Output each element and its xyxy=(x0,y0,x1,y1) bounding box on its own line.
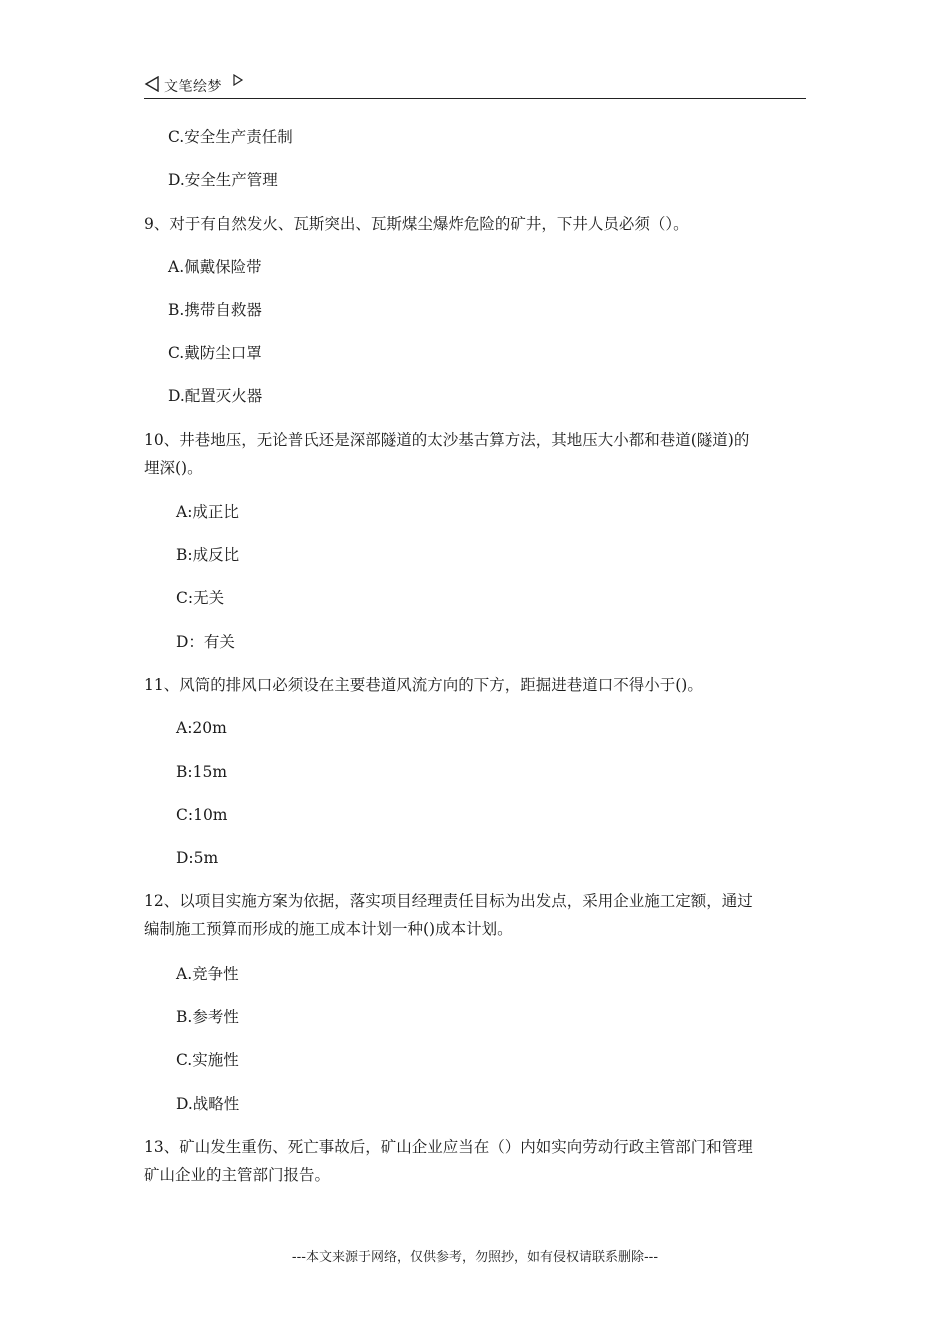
option-9d: D.配置灭火器 xyxy=(168,387,263,405)
option-9c: C.戴防尘口罩 xyxy=(168,344,262,362)
option-12c: C.实施性 xyxy=(176,1051,239,1069)
option-9a: A.佩戴保险带 xyxy=(168,258,262,276)
question-10-line1: 10、井巷地压，无论普氏还是深部隧道的太沙基古算方法，其地压大小都和巷道(隧道)的 xyxy=(144,431,750,449)
option-11b: B:15m xyxy=(176,763,228,781)
option-12a: A.竞争性 xyxy=(176,965,239,983)
question-13-line2: 矿山企业的主管部门报告。 xyxy=(144,1166,331,1184)
option-12d: D.战略性 xyxy=(176,1095,240,1113)
question-12-line1: 12、以项目实施方案为依据，落实项目经理责任目标为出发点，采用企业施工定额，通过 xyxy=(144,892,753,910)
option-10a: A:成正比 xyxy=(176,503,239,521)
triangle-left-icon xyxy=(144,76,160,92)
brand-name: 文笔绘梦 xyxy=(164,79,222,95)
option-11a: A:20m xyxy=(176,719,227,737)
question-11: 11、风筒的排风口必须设在主要巷道风流方向的下方，距掘进巷道口不得小于()。 xyxy=(144,676,703,694)
option-12b: B.参考性 xyxy=(176,1008,239,1026)
option-10d: D：有关 xyxy=(176,633,235,651)
question-13-line1: 13、矿山发生重伤、死亡事故后，矿山企业应当在（）内如实向劳动行政主管部门和管理 xyxy=(144,1138,753,1156)
option-11c: C:10m xyxy=(176,806,228,824)
option-9b: B.携带自救器 xyxy=(168,301,262,319)
page-header xyxy=(144,72,806,99)
triangle-right-icon xyxy=(232,74,244,86)
question-12-line2: 编制施工预算而形成的施工成本计划一种()成本计划。 xyxy=(144,920,513,938)
option-11d: D:5m xyxy=(176,849,219,867)
page-footer-disclaimer: ---本文来源于网络，仅供参考，勿照抄，如有侵权请联系删除--- xyxy=(291,1250,659,1265)
question-9: 9、对于有自然发火、瓦斯突出、瓦斯煤尘爆炸危险的矿井，下井人员必须（）。 xyxy=(144,215,689,233)
option-8c: C.安全生产责任制 xyxy=(168,128,293,146)
question-10-line2: 埋深()。 xyxy=(144,459,203,477)
option-10c: C:无关 xyxy=(176,589,225,607)
option-8d: D.安全生产管理 xyxy=(168,171,278,189)
option-10b: B:成反比 xyxy=(176,546,240,564)
